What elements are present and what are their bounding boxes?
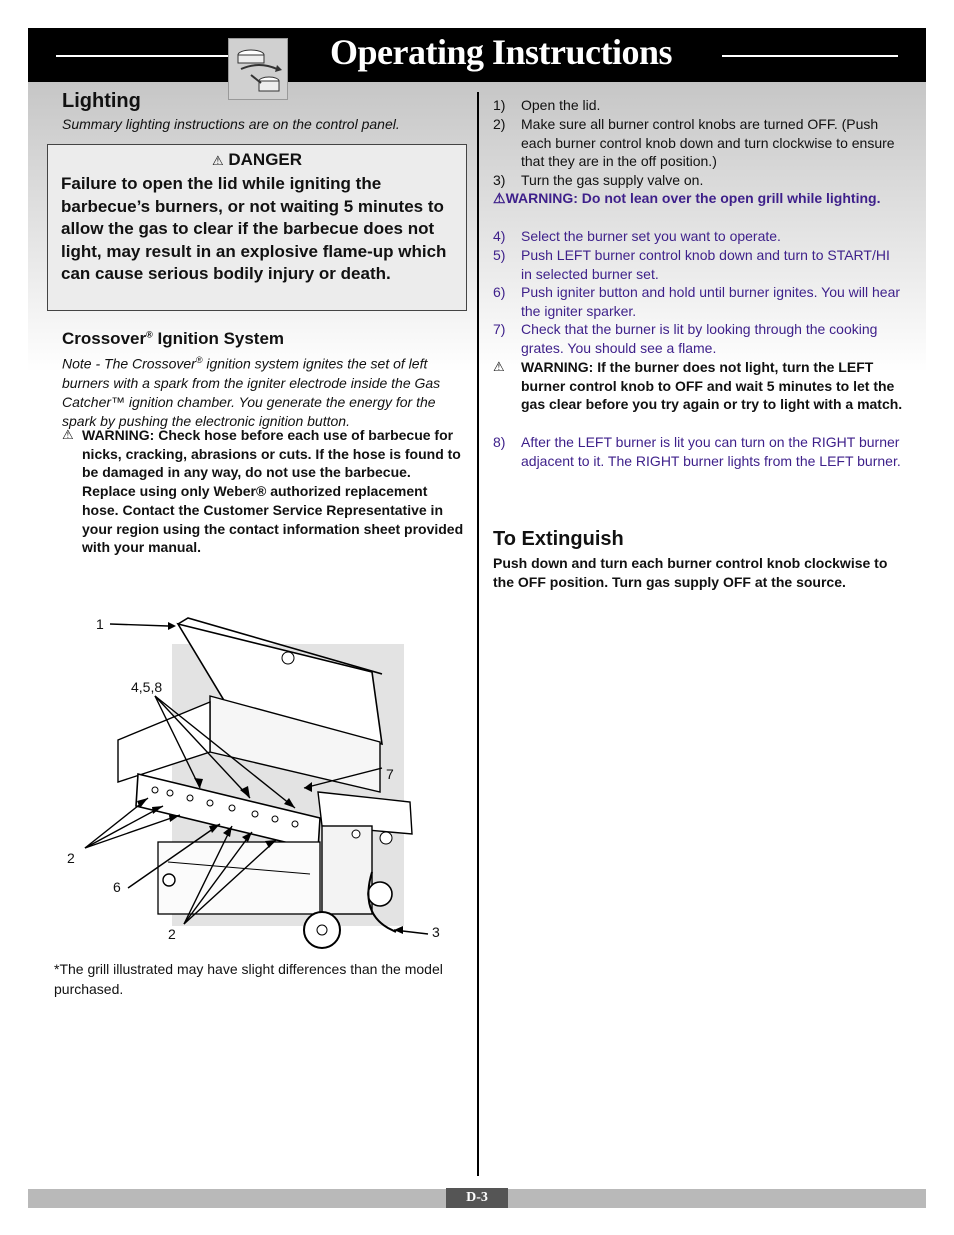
callout-label: 7 (386, 766, 394, 782)
step-number: 1) (493, 97, 506, 113)
callout-label: 1 (96, 616, 104, 632)
danger-box (47, 144, 467, 311)
step-number: 5) (493, 247, 506, 263)
page-title: Operating Instructions (330, 32, 673, 72)
extinguish-heading: To Extinguish (493, 528, 624, 550)
lean-warning (493, 189, 903, 208)
crossover-heading (62, 329, 284, 349)
callout-label: 6 (113, 879, 121, 895)
header-rule-right (722, 55, 898, 57)
step-number: 4) (493, 228, 506, 244)
callout-label: 3 (432, 924, 440, 940)
callout-label: 4,5,8 (131, 679, 163, 695)
crossover-heading-b: Ignition System (152, 329, 285, 348)
danger-title (48, 150, 466, 170)
step-number: 3) (493, 172, 506, 188)
step-text: Push LEFT burner control knob down and turn to START/HI in selected burner set. (521, 247, 890, 282)
callout-label: 2 (168, 926, 176, 942)
step-text: Select the burner set you want to operate. (521, 228, 781, 244)
warning-triangle-icon: ⚠ (493, 190, 506, 206)
step-text: Open the lid. (521, 97, 601, 113)
crossover-note-a: Note - The Crossover (62, 355, 196, 372)
crossover-heading-a: Crossover (62, 329, 147, 348)
step-number: 8) (493, 434, 506, 450)
column-divider (477, 92, 479, 1176)
header-bar (28, 28, 926, 82)
warning-triangle-icon: ⚠ (211, 153, 224, 168)
lighting-heading: Lighting (62, 90, 141, 112)
warning-triangle-icon: ⚠ (62, 427, 74, 442)
step-number: 2) (493, 116, 506, 132)
step-item (493, 171, 903, 190)
step-text: Make sure all burner control knobs are turned OFF. (Push each burner control knob down and turn clockwise to ensure that they are in the off position.) (521, 116, 895, 170)
no-light-warning (493, 358, 903, 414)
step-text: WARNING: Do not lean over the open grill while lighting. (505, 190, 881, 206)
registered-mark: ® (146, 329, 153, 340)
crossover-note-b: ignition system ignites the set of left burners with a spark from the igniter electrode inside the Gas Catcher™ ignition chamber. You generate the energy for the spark by pushing the electronic ignition button. (62, 355, 441, 429)
step-item (493, 246, 903, 283)
step-item (493, 227, 903, 246)
step-item (493, 320, 903, 357)
crossover-note (62, 351, 470, 431)
callout-label: 2 (67, 850, 75, 866)
step-text: Turn the gas supply valve on. (521, 172, 704, 188)
page-number: D-3 (446, 1188, 508, 1208)
step-text: WARNING: If the burner does not light, turn the LEFT burner control knob to OFF and wait 5 minutes to let the gas clear before you try again or try to light with a match. (521, 359, 903, 413)
hose-warning-text: WARNING: Check hose before each use of barbecue for nicks, cracking, abrasions or cuts. If the hose is found to be damaged in any way, do not use the barbecue. Replace using only Weber® authorized replacement hose. Contact the Customer Service Representative in your region using the contact information sheet provided with your manual. (82, 427, 464, 556)
step-number: 7) (493, 321, 506, 337)
grill-illustration (60, 612, 460, 957)
figure-caption: *The grill illustrated may have slight differences than the model purchased. (54, 961, 443, 997)
step-item (493, 433, 903, 470)
danger-title-text: DANGER (228, 150, 303, 169)
header-rule-left (56, 55, 231, 57)
extinguish-body: Push down and turn each burner control knob clockwise to the OFF position. Turn gas supply OFF at the source. (493, 555, 888, 590)
registered-mark: ® (195, 355, 203, 365)
step-item (493, 283, 903, 320)
step-item (493, 96, 903, 115)
control-knob-icon (228, 38, 288, 100)
hose-warning (62, 426, 467, 557)
lighting-summary: Summary lighting instructions are on the control panel. (62, 116, 400, 132)
danger-body: Failure to open the lid while igniting the barbecue’s burners, or not waiting 5 minutes to allow the gas to clear if the barbecue does not light, may result in an explosive flame-up which can cause serious bodily injury or death. (61, 174, 447, 283)
step-item (493, 115, 903, 171)
step-text: Push igniter button and hold until burner ignites. You will hear the igniter sparker. (521, 284, 901, 319)
step-text: Check that the burner is lit by looking through the cooking grates. You should see a flame. (521, 321, 878, 356)
warning-triangle-icon: ⚠ (493, 359, 505, 374)
step-number: 6) (493, 284, 506, 300)
step-text: After the LEFT burner is lit you can turn on the RIGHT burner adjacent to it. The RIGHT burner lights from the LEFT burner. (521, 434, 901, 469)
